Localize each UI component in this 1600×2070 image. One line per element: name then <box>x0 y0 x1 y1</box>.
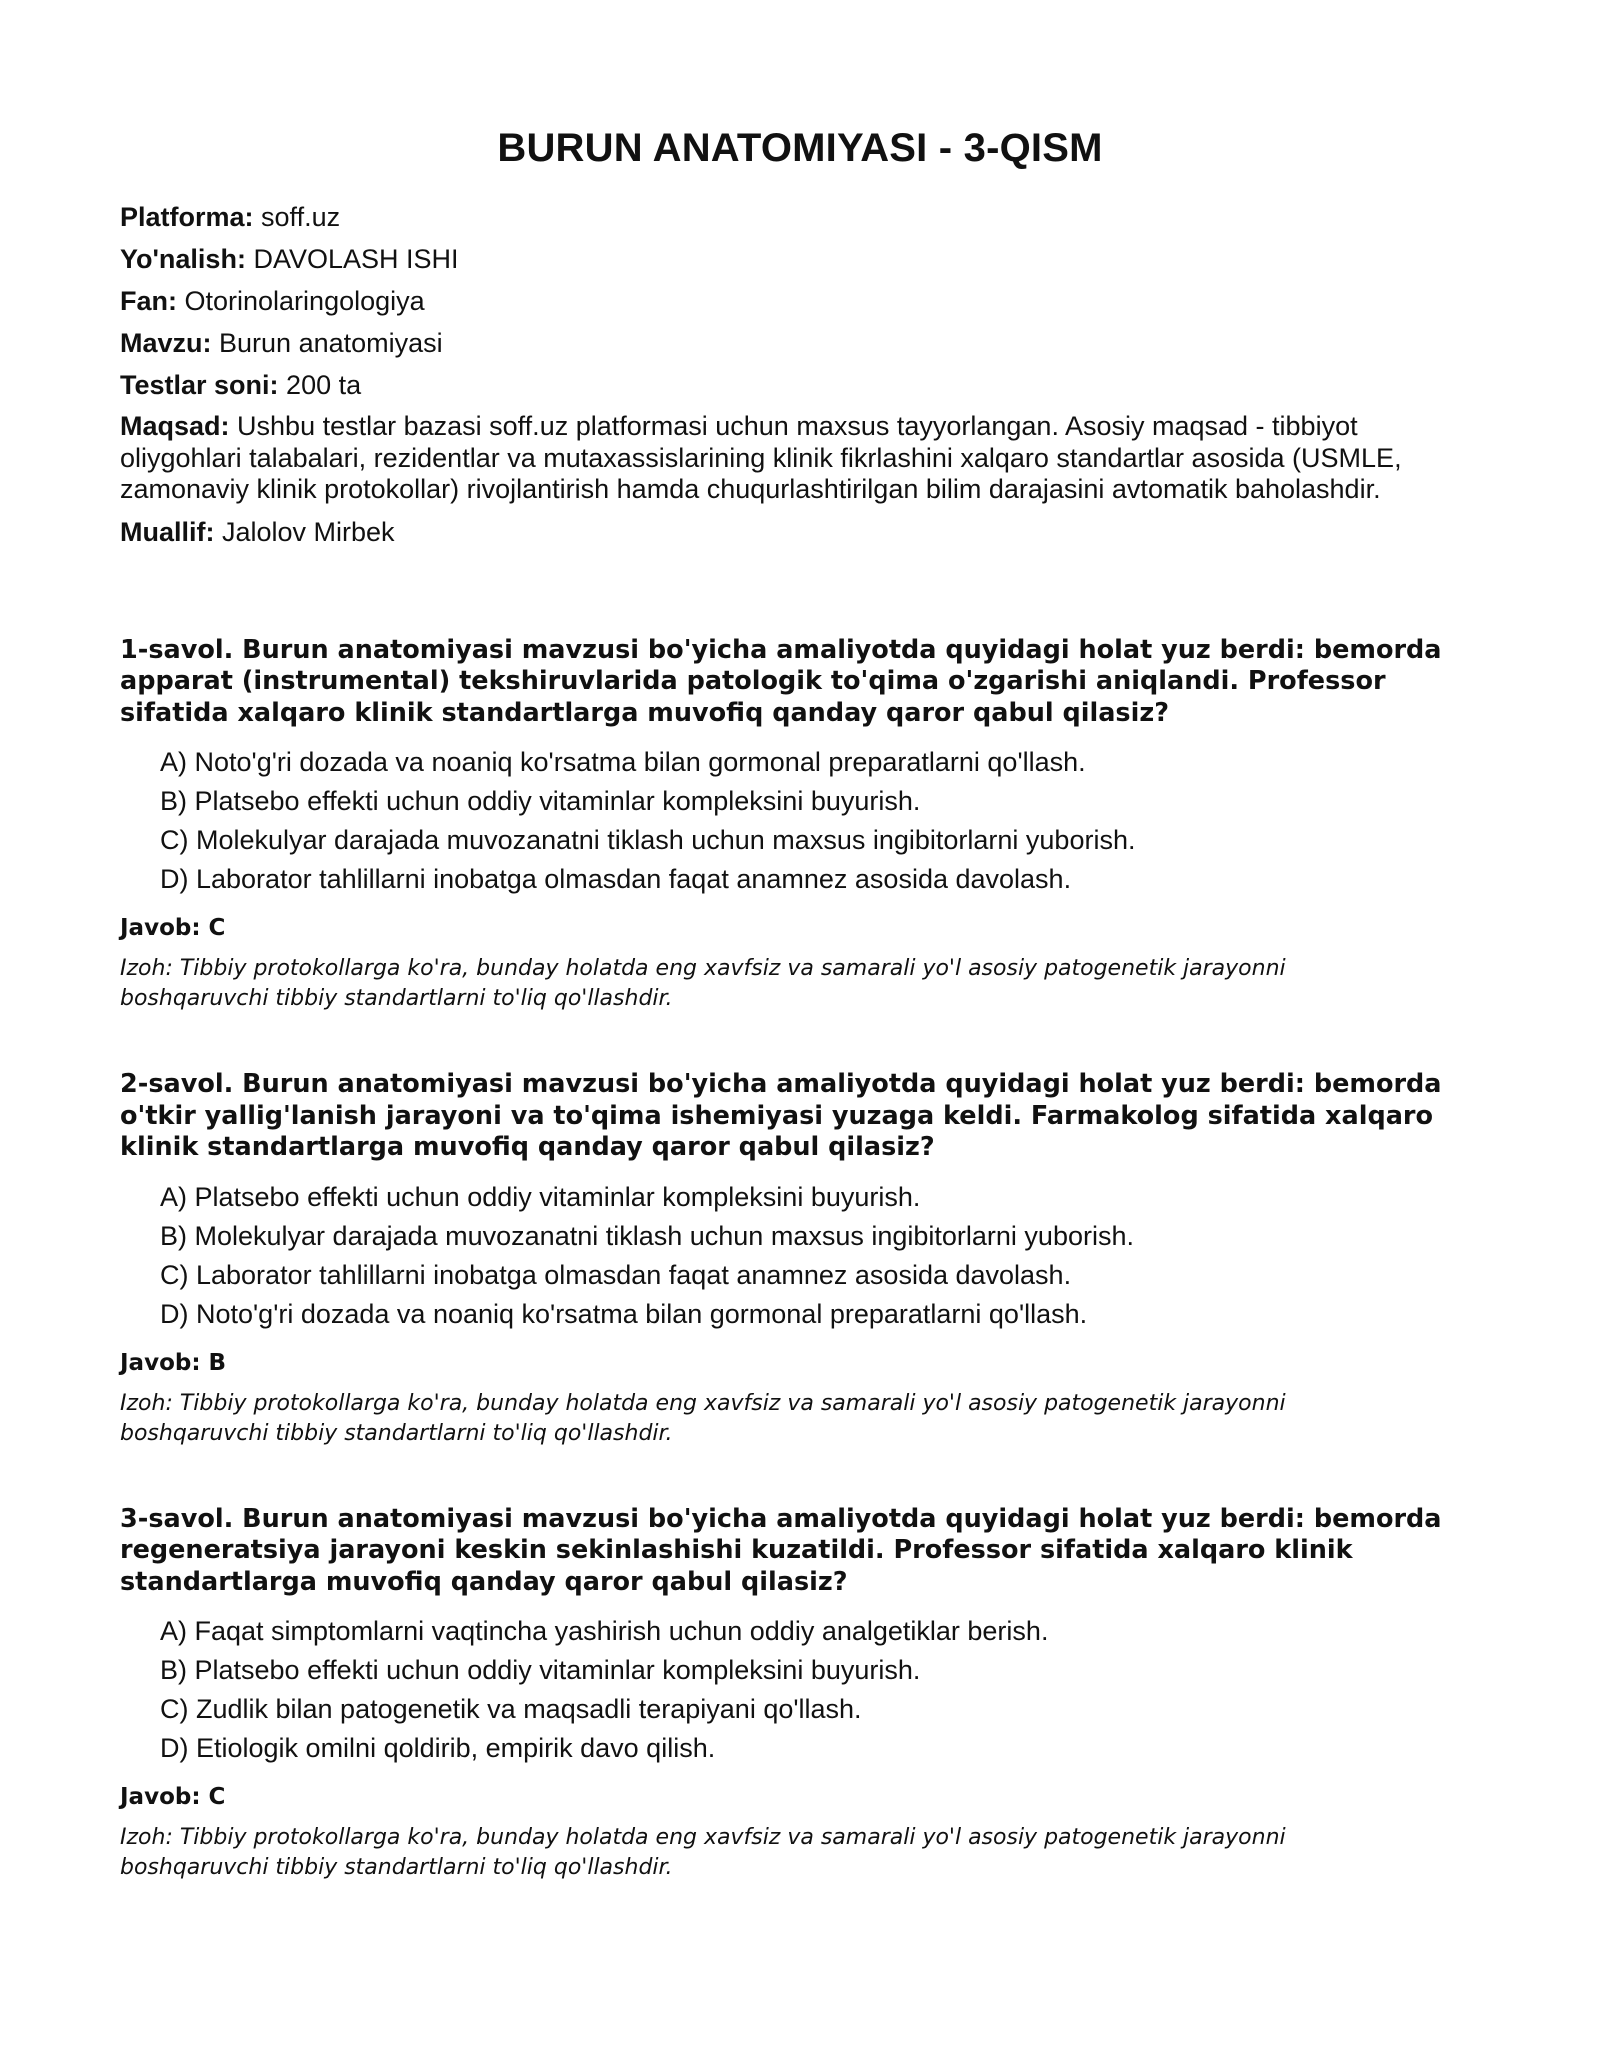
question-3 <box>120 1504 1480 1884</box>
meta-author <box>120 516 1480 548</box>
option-b: B) Platsebo effekti uchun oddiy vitaminlar kompleksini buyurish. <box>160 1655 921 1685</box>
correct-answer: Javob: C <box>120 1784 226 1810</box>
meta-value: Otorinolaringologiya <box>177 286 425 316</box>
option-a: A) Platsebo effekti uchun oddiy vitaminlar kompleksini buyurish. <box>160 1181 921 1212</box>
question-text: 2-savol. Burun anatomiyasi mavzusi bo'yicha amaliyotda quyidagi holat yuz berdi: bemorda o'tkir yallig'lanish jarayoni va to'qima ishemiyasi yuzaga keldi. Farmakolog sifatida xalqaro klinik standartlarga muvofiq qanday qaror qabul qilasiz? <box>120 1069 1442 1162</box>
option-a: A) Noto'g'ri dozada va noaniq ko'rsatma bilan gormonal preparatlarni qo'llash. <box>160 747 1086 777</box>
correct-answer: Javob: C <box>120 915 226 941</box>
option-d: D) Etiologik omilni qoldirib, empirik davo qilish. <box>160 1733 716 1763</box>
correct-answer: Javob: B <box>120 1349 227 1376</box>
question-1 <box>120 635 1480 1015</box>
meta-label: Muallif: <box>120 516 215 547</box>
document-title: BURUN ANATOMIYASI - 3-QISM <box>497 126 1103 170</box>
meta-direction <box>120 243 1480 275</box>
meta-value: Ushbu testlar bazasi soff.uz platformasi uchun maxsus tayyorlangan. Asosiy maqsad - tibbiyot oliygohlari talabalari, rezidentlar va mutaxassislarining klinik fikrlashini xalqaro standartlar asosida (USMLE, zamonaviy klinik protokollar) rivojlantirish hamda chuqurlashtirilgan bilim darajasini avtomatik baholashdir. <box>120 411 1402 504</box>
meta-label: Fan: <box>120 286 177 316</box>
option-a: A) Faqat simptomlarni vaqtincha yashirish uchun oddiy analgetiklar berish. <box>160 1616 1049 1646</box>
meta-test-count <box>120 369 1480 401</box>
meta-label: Yo'nalish: <box>120 244 246 274</box>
meta-value: Jalolov Mirbek <box>214 516 395 547</box>
explanation-note: Izoh: Tibbiy protokollarga ko'ra, bunday holatda eng xavfsiz va samarali yo'l asosiy patogenetik jarayonni boshqaruvchi tibbiy standartlarni to'liq qo'llashdir. <box>120 1825 1286 1880</box>
option-d: D) Noto'g'ri dozada va noaniq ko'rsatma bilan gormonal preparatlarni qo'llash. <box>160 1298 1088 1329</box>
answer-options <box>120 1612 1480 1768</box>
option-b: B) Molekulyar darajada muvozanatni tiklash uchun maxsus ingibitorlarni yuborish. <box>160 1220 1134 1251</box>
metadata-block <box>120 201 1480 548</box>
questions-list <box>120 635 1480 1884</box>
option-d: D) Laborator tahlillarni inobatga olmasdan faqat anamnez asosida davolash. <box>160 864 1072 894</box>
answer-options <box>120 1178 1480 1334</box>
meta-platform <box>120 201 1480 233</box>
meta-label: Maqsad: <box>120 411 230 441</box>
option-c: C) Laborator tahlillarni inobatga olmasdan faqat anamnez asosida davolash. <box>160 1259 1072 1290</box>
meta-label: Mavzu: <box>120 328 212 358</box>
option-b: B) Platsebo effekti uchun oddiy vitaminlar kompleksini buyurish. <box>160 786 921 816</box>
meta-topic <box>120 327 1480 359</box>
question-text: 3-savol. Burun anatomiyasi mavzusi bo'yicha amaliyotda quyidagi holat yuz berdi: bemorda regeneratsiya jarayoni keskin sekinlashishi kuzatildi. Professor sifatida xalqaro klinik standartlarga muvofiq qanday qaror qabul qilasiz? <box>120 1503 1442 1597</box>
option-c: C) Molekulyar darajada muvozanatni tiklash uchun maxsus ingibitorlarni yuborish. <box>160 825 1136 855</box>
meta-value: soff.uz <box>253 202 341 232</box>
explanation-note: Izoh: Tibbiy protokollarga ko'ra, bunday holatda eng xavfsiz va samarali yo'l asosiy patogenetik jarayonni boshqaruvchi tibbiy standartlarni to'liq qo'llashdir. <box>120 956 1286 1011</box>
explanation-note: Izoh: Tibbiy protokollarga ko'ra, bunday holatda eng xavfsiz va samarali yo'l asosiy patogenetik jarayonni boshqaruvchi tibbiy standartlarni to'liq qo'llashdir. <box>120 1390 1286 1446</box>
question-2 <box>120 1069 1480 1449</box>
meta-value: DAVOLASH ISHI <box>245 244 459 274</box>
meta-label: Platforma: <box>120 202 254 232</box>
question-text: 1-savol. Burun anatomiyasi mavzusi bo'yicha amaliyotda quyidagi holat yuz berdi: bemorda apparat (instrumental) tekshiruvlarida patologik to'qima o'zgarishi aniqlandi. Professor sifatida xalqaro klinik standartlarga muvofiq qanday qaror qabul qilasiz? <box>120 634 1442 728</box>
meta-goal <box>120 411 1480 506</box>
meta-value: 200 ta <box>278 370 362 400</box>
meta-value: Burun anatomiyasi <box>211 328 443 358</box>
meta-label: Testlar soni: <box>120 370 279 400</box>
meta-subject <box>120 285 1480 317</box>
answer-options <box>120 743 1480 899</box>
option-c: C) Zudlik bilan patogenetik va maqsadli terapiyani qo'llash. <box>160 1694 862 1724</box>
